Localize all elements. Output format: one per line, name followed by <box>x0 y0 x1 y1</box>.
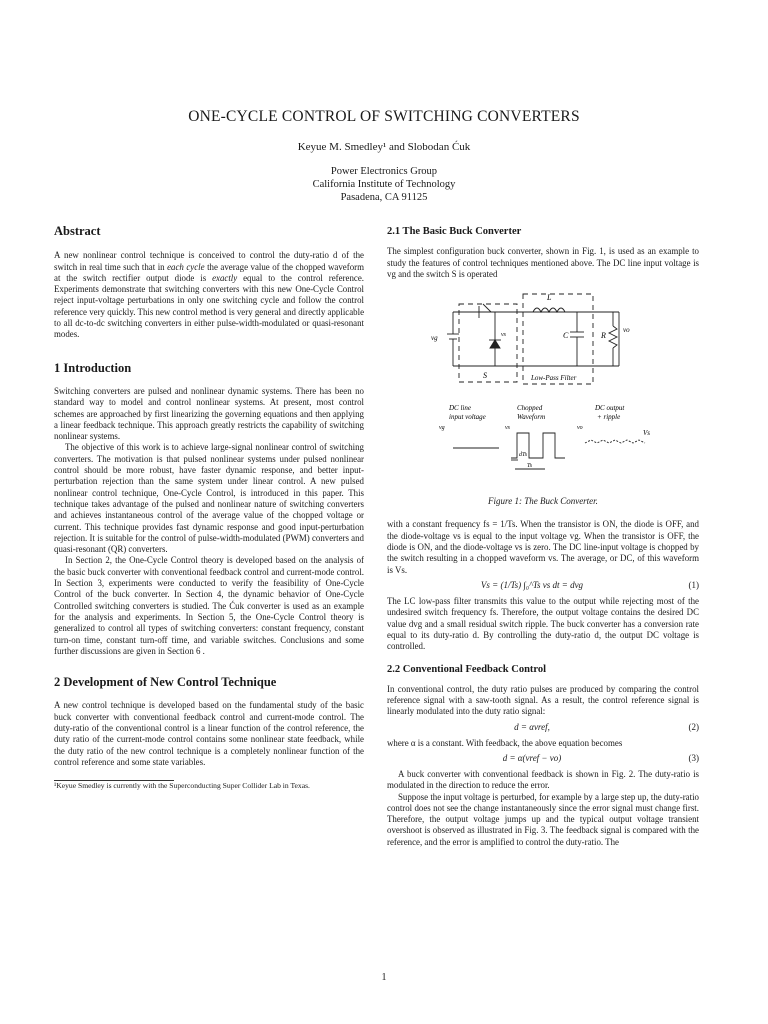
figure-label-dc-line: DC line <box>449 404 471 413</box>
section-1-paragraph: In Section 2, the One-Cycle Control theory is developed based on the analysis of the basic buck converter with conventional feedback control and current-mode control. In Section 3, experiments were conducted to verify the feasibility of One-Cycle Control of the buck converter. In Section 4, the dynamic behavior of One-Cycle Controlled switching converters is studied. The Ćuk converter is used as an example for the analysis and experiments. In Section 5, the One-Cycle Control theory is generalized to control all types of switching converters: constant frequency, constant turn-on time, constant turn-off time, and variable switches. Conclusions and some further discussions are given in Section 6 . <box>54 555 364 656</box>
section-2-2-paragraph: In conventional control, the duty ratio pulses are produced by comparing the control reference signal with a saw-tooth signal. As a result, the control reference signal is linearly modulated into the duty ratio signal: <box>387 683 699 717</box>
figure-label-L: L <box>547 293 552 303</box>
equation-3-number: (3) <box>688 753 699 764</box>
section-2-2-paragraph: A buck converter with conventional feedback is shown in Fig. 2. The duty-ratio is modulated in the direction to reduce the error. <box>387 768 699 791</box>
abstract-heading: Abstract <box>54 224 101 238</box>
figure-label-vg: vg <box>431 334 438 343</box>
figure-label-vs-2: vs <box>505 425 510 432</box>
section-2-1-paragraph: with a constant frequency fs = 1/Ts. When the transistor is ON, the diode is OFF, and the diode-voltage vs is equal to the input voltage vg. When the transistor is OFF, the diode is ON, and the diode-voltage vs is zero. The DC line-input voltage is chopped by the switch resulting in a chopped waveform vs. The average, or DC, of this waveform is Vs. <box>387 519 699 575</box>
figure-label-R: R <box>601 331 606 341</box>
figure-label-S: S <box>483 371 487 381</box>
figure-label-waveform: Waveform <box>517 413 546 422</box>
figure-label-vg-2: vg <box>439 425 445 432</box>
figure-label-chopped: Chopped <box>517 404 543 413</box>
figure-label-dTs: dTs <box>519 452 528 459</box>
author-line: Keyue M. Smedley¹ and Slobodan Ćuk <box>297 141 471 153</box>
figure-caption: Figure 1: The Buck Converter. <box>488 496 598 507</box>
equation-1 <box>387 576 699 596</box>
section-2-2-paragraph: where α is a constant. With feedback, the above equation becomes <box>387 737 623 748</box>
affiliation-block <box>0 165 768 204</box>
section-2-1-paragraph: The LC low-pass filter transmits this value to the output while rejecting most of the undesired switch frequency fs. Therefore, the output voltage contains the desired DC value dvg and a small residual switch ripple. The buck converter has a conversion rate equal to its duty-ratio d. By controlling the duty-ratio d, the output DC voltage is controlled. <box>387 595 699 652</box>
figure-label-Ts: Ts <box>527 463 533 470</box>
section-2-2-paragraph: Suppose the input voltage is perturbed, for example by a large step up, the duty-ratio control does not see the change instantaneously since the error signal must change first. Therefore, the output voltage jumps up and the typical output voltage transient overshoot is observed as illustrated in Fig. 3. The feedback signal is compared with the reference, and the error is amplified to control the duty-ratio. The <box>387 791 699 847</box>
figure-label-vo-2: vo <box>577 425 583 432</box>
section-2-2-heading: 2.2 Conventional Feedback Control <box>387 664 547 676</box>
equation-3-body: d = α(vref − vo) <box>502 753 562 764</box>
figure-label-input-voltage: input voltage <box>449 413 486 422</box>
figure-label-vo: vo <box>623 326 630 335</box>
figure-label-Vs: Vs <box>643 429 650 438</box>
affiliation-line: Power Electronics Group <box>330 166 438 177</box>
equation-2-body: d = αvref, <box>514 721 550 732</box>
affiliation-line: California Institute of Technology <box>312 179 456 190</box>
footnote: ¹Keyue Smedley is currently with the Superconducting Super Collider Lab in Texas. <box>54 781 310 791</box>
right-column <box>387 226 699 848</box>
equation-3 <box>387 749 699 769</box>
equation-1-number: (1) <box>688 580 699 591</box>
equation-2-number: (2) <box>688 721 699 732</box>
section-2-heading: 2 Development of New Control Technique <box>54 675 277 690</box>
equation-1-body: Vs = (1/Ts) ∫₀^Ts vs dt = dvg <box>480 580 584 591</box>
section-2-1-heading: 2.1 The Basic Buck Converter <box>387 226 522 237</box>
buck-converter-figure <box>387 286 699 486</box>
section-1-heading: 1 Introduction <box>54 360 132 375</box>
figure-label-C: C <box>563 331 569 341</box>
affiliation-line: Pasadena, CA 91125 <box>340 192 428 203</box>
equation-2 <box>387 718 699 738</box>
page-number: 1 <box>381 972 387 983</box>
section-1-paragraph: Switching converters are pulsed and nonlinear dynamic systems. There has been no standard way to model and control nonlinear systems. At present, most control schemes are approached by first linearizing the governing equations and then applying a linear feedback technique. This approach greatly restricts the capability of switching nonlinear systems. <box>54 385 364 442</box>
paper-title: ONE-CYCLE CONTROL OF SWITCHING CONVERTERS <box>188 108 580 125</box>
section-2-1-paragraph: The simplest configuration buck converter, shown in Fig. 1, is used as an example to study the features of control techniques mentioned above. The DC line input voltage is vg and the switch S is operated <box>387 246 699 279</box>
section-1-paragraph: The objective of this work is to achieve large-signal nonlinear control of switching converters. The motivation is that pulsed nonlinear systems under pulsed nonlinear control should be more robust, have faster dynamic response, and better input-perturbation rejection than the same system under linear control. A new pulsed nonlinear control technique, One-Cycle Control, is introduced in this paper. This technique takes advantage of the pulsed and nonlinear nature of switching converters and achieves instantaneous control of the average value of the chopped voltage or current. This technique provides fast dynamic response and good input-perturbation rejection. It is suitable for the control of pulse-width-modulated (PWM) converters and quasi-resonant (QR) converters. <box>54 442 364 555</box>
figure-label-vs: vs <box>501 332 506 339</box>
figure-label-dc-output: DC output <box>595 404 625 413</box>
figure-label-lowpass: Low-Pass Filter <box>531 374 577 383</box>
left-column <box>54 226 364 791</box>
section-2-paragraph: A new control technique is developed based on the fundamental study of the basic buck converter with conventional feedback control and current-mode control. The duty-ratio of the conventional control is a linear function of the control reference, the duty ratio of the current-mode control contains some nonlinear state feedback, while the duty ratio of the new control technique is a completely nonlinear function of the control reference and some state variables. <box>54 700 364 767</box>
figure-label-ripple: + ripple <box>597 413 621 422</box>
abstract-text: A new nonlinear control technique is conceived to control the duty-ratio d of the switch in real time such that in each cycle the average value of the chopped waveform at the switch rectifier output diode is exactly equal to the control reference. Experiments demonstrate that switching converters with this new One-Cycle Control reject input-voltage perturbations in only one switching cycle and follow the control reference very quickly. This new control method is very general and directly applicable to all dc-to-dc switching converters in either pulse-width-modulated or quasi-resonant modes. <box>54 250 365 340</box>
